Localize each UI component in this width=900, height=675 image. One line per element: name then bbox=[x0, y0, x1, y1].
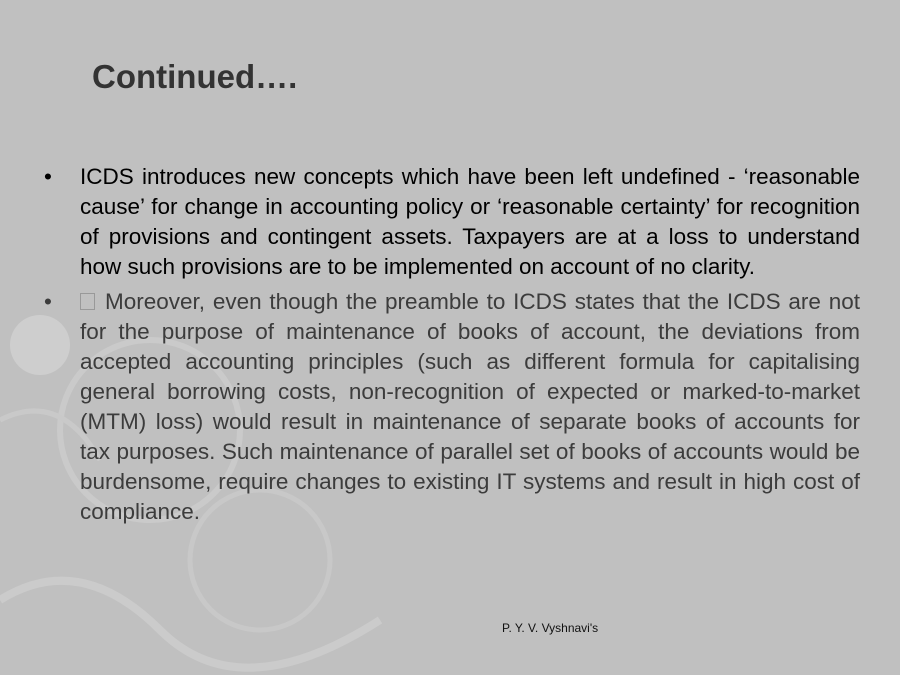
bullet-item bbox=[40, 162, 860, 282]
footer-author: P. Y. V. Vyshnavi's bbox=[502, 621, 599, 635]
bullet-list bbox=[40, 162, 860, 532]
slide-title: Continued…. bbox=[92, 58, 298, 95]
bullet-text: Moreover, even though the preamble to ICDS states that the ICDS are not for the purpose of maintenance of books of account, the deviations from accepted accounting principles (such as different formula for capitalising general borrowing costs, non-recognition of expected or marked-to-market (MTM) loss) would result in maintenance of separate books of accounts for tax purposes. Such maintenance of parallel set of books of accounts would be burdensome, require changes to existing IT systems and result in high cost of compliance. bbox=[80, 289, 860, 524]
missing-glyph-icon bbox=[80, 293, 95, 310]
bullet-icon: • bbox=[44, 289, 52, 314]
bullet-icon: • bbox=[44, 164, 52, 189]
bullet-text: ICDS introduces new concepts which have been left undefined - ‘reasonable cause’ for change in accounting policy or ‘reasonable certainty’ for recognition of provisions and contingent assets. Taxpayers are at a loss to understand how such provisions are to be implemented on account of no clarity. bbox=[80, 164, 860, 279]
bullet-item bbox=[40, 287, 860, 527]
